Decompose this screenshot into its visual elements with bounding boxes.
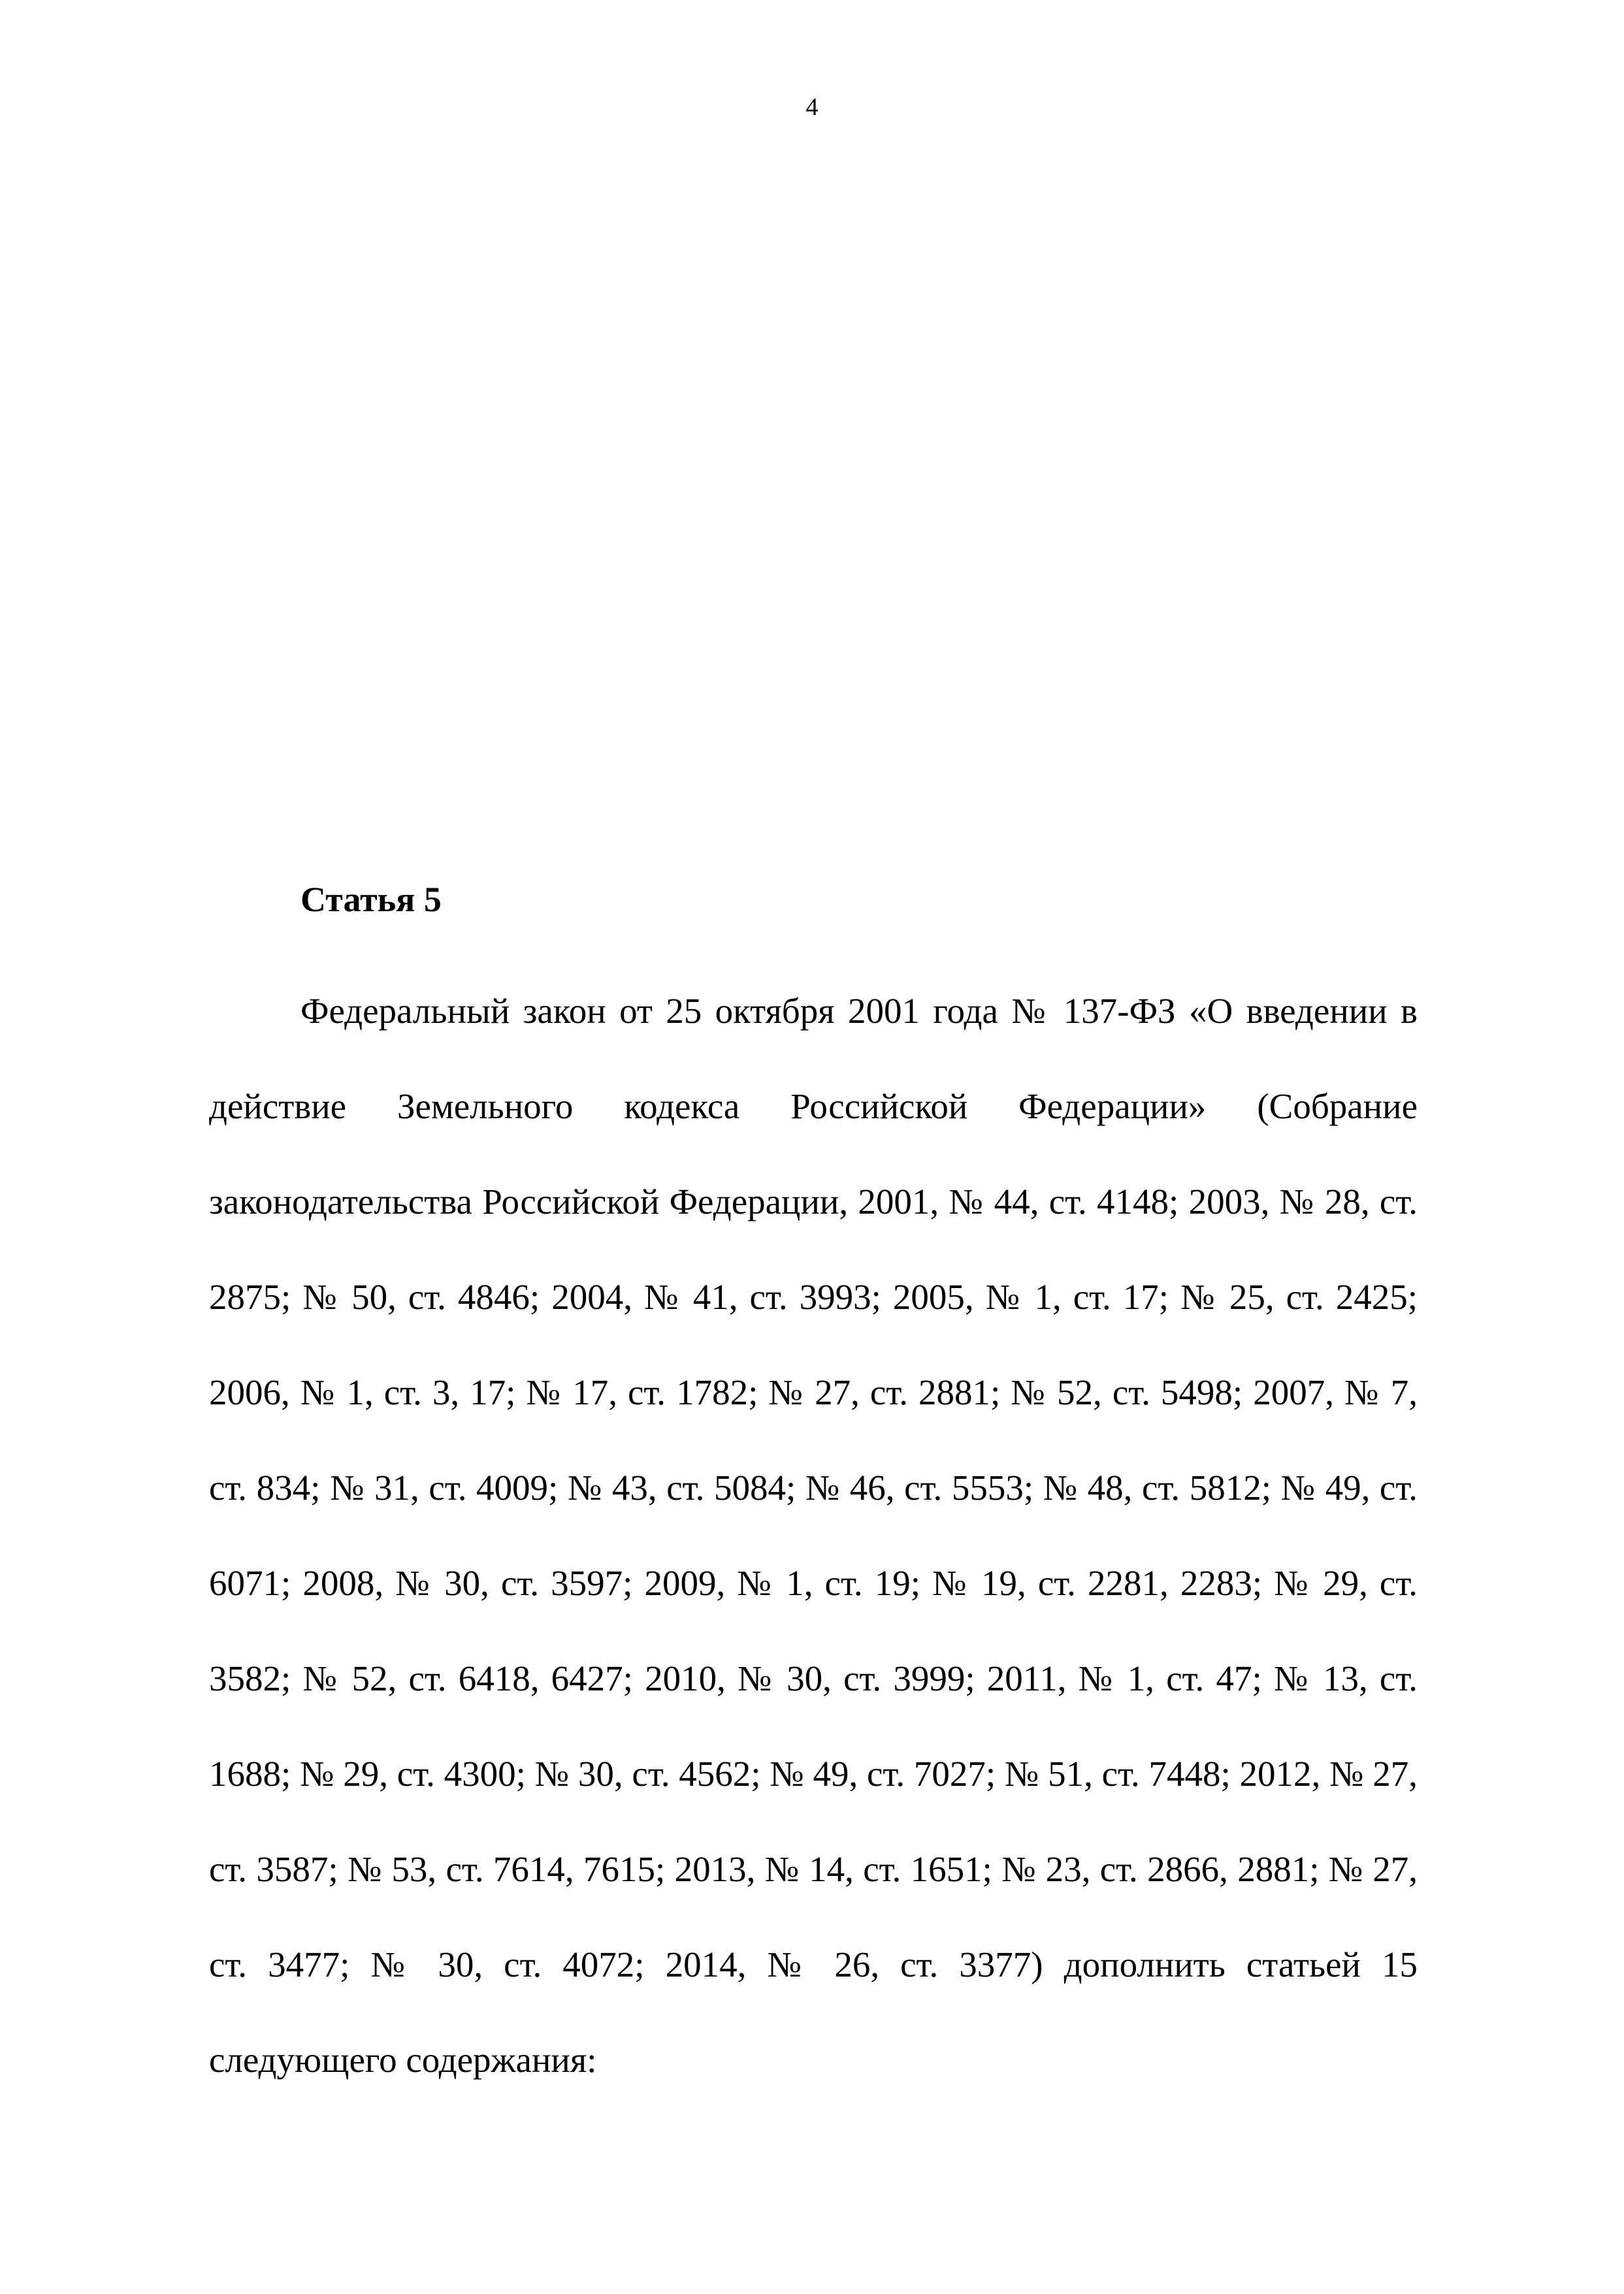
page-number: 4 [805, 93, 819, 121]
article-body-paragraph: Федеральный закон от 25 октября 2001 года № 137-ФЗ «О введении в действие Земельного кодекса Российской Федерации» (Собрание законодательства Российской Федерации, 2001, № 44, ст. 4148; 2003, № 28, ст. 2875; № 50, ст. 4846; 2004, № 41, ст. 3993; 2005, № 1, ст. 17; № 25, ст. 2425; 2006, № 1, ст. 3, 17; № 17, ст. 1782; № 27, ст. 2881; № 52, ст. 5498; 2007, № 7, ст. 834; № 31, ст. 4009; № 43, ст. 5084; № 46, ст. 5553; № 48, ст. 5812; № 49, ст. 6071; 2008, № 30, ст. 3597; 2009, № 1, ст. 19; № 19, ст. 2281, 2283; № 29, ст. 3582; № 52, ст. 6418, 6427; 2010, № 30, ст. 3999; 2011, № 1, ст. 47; № 13, ст. 1688; № 29, ст. 4300; № 30, ст. 4562; № 49, ст. 7027; № 51, ст. 7448; 2012, № 27, ст. 3587; № 53, ст. 7614, 7615; 2013, № 14, ст. 1651; № 23, ст. 2866, 2881; № 27, ст. 3477; № 30, ст. 4072; 2014, № 26, ст. 3377) дополнить статьей 15 следующего содержания: [209, 991, 1418, 2080]
article-heading: Статья 5 [300, 880, 442, 919]
